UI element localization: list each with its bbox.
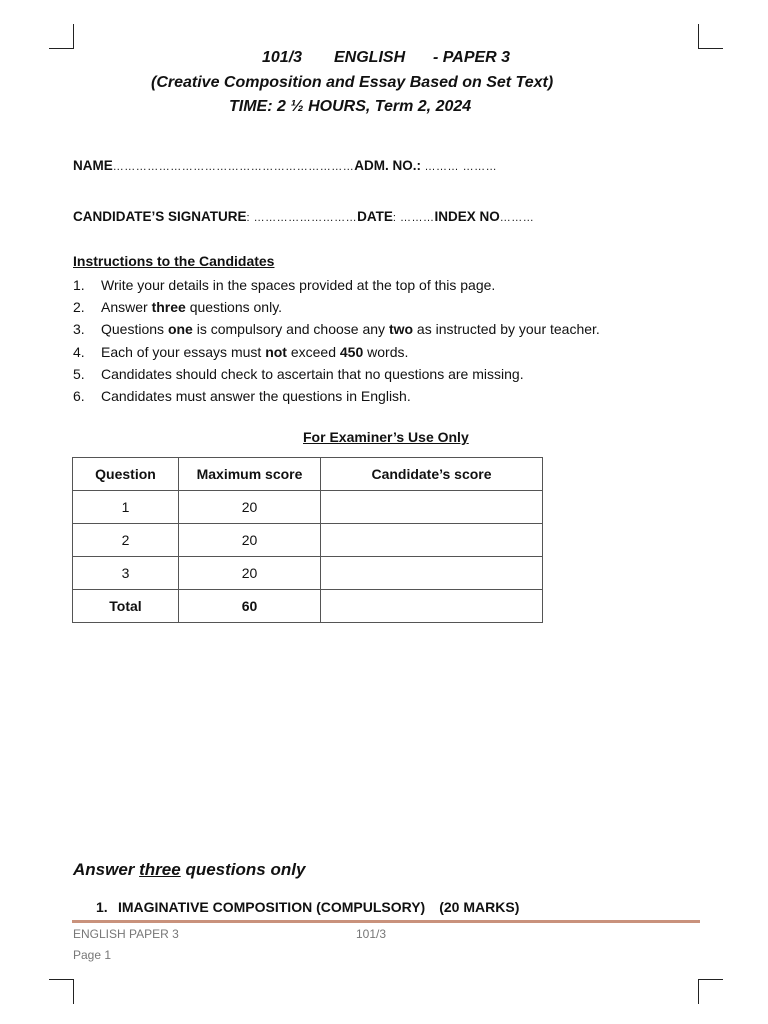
examiner-score-table <box>72 457 543 623</box>
paper-subject: ENGLISH <box>334 49 406 66</box>
table-total-row <box>73 590 543 623</box>
instruction-item: 1. Write your details in the spaces provided at the top of this page. <box>73 277 496 293</box>
paper-time: TIME: 2 ½ HOURS, Term 2, 2024 <box>229 98 472 115</box>
question-cell: 2 <box>73 524 179 557</box>
signature-field[interactable]: : ……………………… <box>246 212 358 224</box>
crop-mark-bottom-right <box>698 979 723 1004</box>
name-label: NAME <box>73 158 113 173</box>
header-question: Question <box>73 458 179 491</box>
question-cell: 1 <box>73 491 179 524</box>
instruction-item: 2. Answer three questions only. <box>73 299 283 316</box>
question-1-heading <box>96 899 519 915</box>
question-title: IMAGINATIVE COMPOSITION (COMPULSORY) <box>118 899 426 915</box>
crop-mark-bottom-left <box>49 979 74 1004</box>
question-number: 1. <box>96 899 108 915</box>
question-cell: 3 <box>73 557 179 590</box>
max-score-cell: 20 <box>179 524 321 557</box>
table-row <box>73 491 543 524</box>
name-field[interactable]: ……………………………………………………… <box>112 161 355 173</box>
max-score-cell: 20 <box>179 491 321 524</box>
paper-code: 101/3 <box>262 49 303 66</box>
header-candidate-score: Candidate’s score <box>321 458 543 491</box>
candidate-score-cell[interactable] <box>321 524 543 557</box>
question-marks: (20 MARKS) <box>439 899 520 915</box>
instructions-list <box>73 274 600 407</box>
table-header-row <box>73 458 543 491</box>
crop-mark-top-right <box>698 24 723 49</box>
total-label-cell: Total <box>73 590 179 623</box>
date-label: DATE <box>357 209 393 224</box>
adm-label: ADM. NO.: <box>354 158 421 173</box>
footer-paper-code: 101/3 <box>356 927 387 941</box>
max-score-cell: 20 <box>179 557 321 590</box>
candidate-score-cell[interactable] <box>321 491 543 524</box>
instructions-title: Instructions to the Candidates <box>73 253 275 269</box>
index-label: INDEX NO <box>434 209 500 224</box>
index-field[interactable]: ……… <box>499 212 535 224</box>
examiner-title: For Examiner’s Use Only <box>303 429 469 445</box>
instruction-item: 5. Candidates should check to ascertain that no questions are missing. <box>73 365 524 382</box>
table-row <box>73 524 543 557</box>
table-row <box>73 557 543 590</box>
footer-paper-name: ENGLISH PAPER 3 <box>73 927 179 941</box>
date-field[interactable]: : ……… <box>392 212 435 224</box>
header-max-score: Maximum score <box>179 458 321 491</box>
signature-label: CANDIDATE’S SIGNATURE <box>73 209 247 224</box>
paper-subtitle: (Creative Composition and Essay Based on Set Text) <box>151 74 554 91</box>
candidate-score-cell[interactable] <box>321 557 543 590</box>
crop-mark-top-left <box>49 24 74 49</box>
adm-field[interactable]: ……… ……… <box>421 161 498 173</box>
instruction-item: 3. Questions one is compulsory and choose any two as instructed by your teacher. <box>73 321 600 338</box>
total-candidate-cell[interactable] <box>321 590 543 623</box>
name-adm-line <box>73 158 497 173</box>
answer-heading: Answer three questions only <box>73 860 306 879</box>
instruction-item: 6. Candidates must answer the questions in English. <box>73 387 411 404</box>
footer-page-number: Page 1 <box>73 948 112 962</box>
footer-rule <box>72 920 700 923</box>
paper-number: - PAPER 3 <box>433 49 511 66</box>
signature-line <box>73 209 534 224</box>
total-max-cell: 60 <box>179 590 321 623</box>
instruction-item: 4. Each of your essays must not exceed 450 words. <box>73 343 409 360</box>
